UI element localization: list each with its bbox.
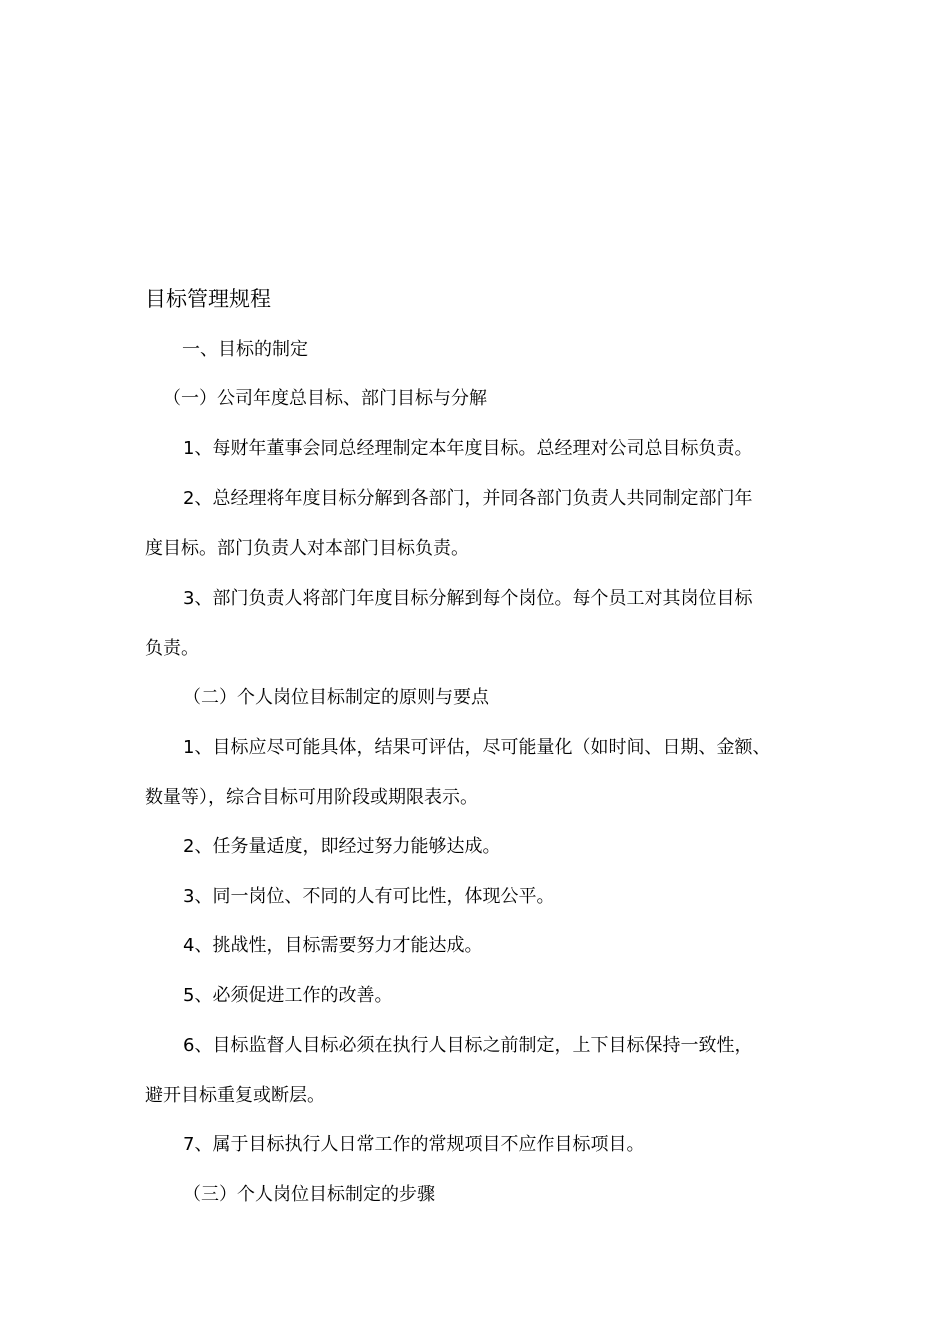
subsection-heading: （二）个人岗位目标制定的原则与要点 — [183, 687, 489, 708]
paragraph-line: 3、部门负责人将部门年度目标分解到每个岗位。每个员工对其岗位目标 — [183, 588, 753, 609]
subsection-heading: （一）公司年度总目标、部门目标与分解 — [163, 388, 487, 409]
paragraph-line: 2、任务量适度，即经过努力能够达成。 — [183, 836, 501, 857]
subsection-heading: （三）个人岗位目标制定的步骤 — [183, 1184, 435, 1205]
document-title: 目标管理规程 — [145, 287, 271, 311]
paragraph-line: 7、属于目标执行人日常工作的常规项目不应作目标项目。 — [183, 1134, 645, 1155]
paragraph-line: 6、目标监督人目标必须在执行人目标之前制定，上下目标保持一致性， — [183, 1035, 753, 1056]
paragraph-line: 2、总经理将年度目标分解到各部门，并同各部门负责人共同制定部门年 — [183, 488, 753, 509]
paragraph-line: 5、必须促进工作的改善。 — [183, 985, 393, 1006]
paragraph-line: 负责。 — [145, 638, 199, 659]
paragraph-line: 3、同一岗位、不同的人有可比性，体现公平。 — [183, 886, 555, 907]
paragraph-line: 1、目标应尽可能具体，结果可评估，尽可能量化（如时间、日期、金额、 — [183, 737, 771, 758]
paragraph-line: 避开目标重复或断层。 — [145, 1085, 325, 1106]
section-heading: 一、目标的制定 — [182, 339, 308, 360]
paragraph-line: 度目标。部门负责人对本部门目标负责。 — [145, 538, 469, 559]
paragraph-line: 1、每财年董事会同总经理制定本年度目标。总经理对公司总目标负责。 — [183, 438, 753, 459]
paragraph-line: 数量等），综合目标可用阶段或期限表示。 — [145, 787, 478, 808]
paragraph-line: 4、挑战性，目标需要努力才能达成。 — [183, 935, 483, 956]
